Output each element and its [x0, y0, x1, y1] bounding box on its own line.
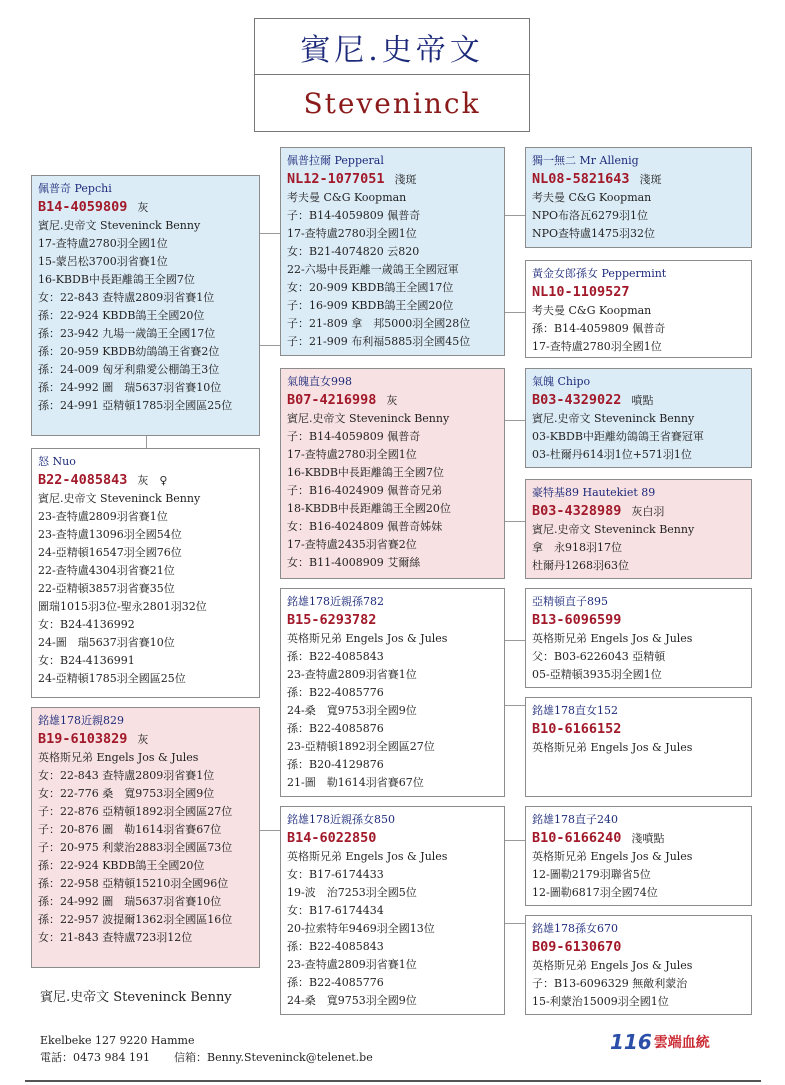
contact-line	[40, 1049, 373, 1066]
detail-line: 英格斯兄弟 Engels Jos & Jules	[532, 850, 693, 863]
detail-line: 女：B17-6174434	[287, 904, 384, 917]
detail-line: 女：20-909 KBDB鴿王全國17位	[287, 281, 454, 294]
detail-line: 孫：B22-4085776	[287, 976, 384, 989]
color-sex: 灰 ♀	[137, 474, 168, 487]
pigeon-name: 銘雄178近親829	[38, 714, 124, 727]
pigeon-name: 銘雄178近親孫782	[287, 595, 384, 608]
detail-line: 英格斯兄弟 Engels Jos & Jules	[38, 751, 199, 764]
ring-number: B03-4329022	[532, 392, 622, 408]
detail-line: NPO查特盧1475羽32位	[532, 227, 656, 240]
detail-line: 賓尼.史帝文 Steveninck Benny	[287, 412, 450, 425]
pigeon-name: 銘雄178近親孫女850	[287, 813, 395, 826]
detail-line: 子：22-876 亞精頓1892羽全國區27位	[38, 805, 233, 818]
address-line: Ekelbeke 127 9220 Hamme	[40, 1034, 195, 1047]
connector-line	[505, 840, 525, 841]
detail-line: 英格斯兄弟 Engels Jos & Jules	[287, 632, 448, 645]
detail-line: 賓尼.史帝文 Steveninck Benny	[532, 412, 695, 425]
ring-number: B14-6022850	[287, 830, 377, 846]
pigeon-card-mate-grandsire-2	[525, 806, 752, 906]
detail-line: 24-亞精頓16547羽全國76位	[38, 546, 182, 559]
detail-line: 21-圖 勒1614羽省賽67位	[287, 776, 424, 789]
contact-block	[40, 1032, 373, 1066]
detail-line: 23-查特盧2809羽省賽1位	[287, 958, 417, 971]
detail-line: 23-亞精頓1892羽全國區27位	[287, 740, 435, 753]
ring-number-row	[532, 283, 745, 302]
connector-line	[505, 521, 525, 522]
detail-line: 12-圖勒6817羽全國74位	[532, 886, 658, 899]
detail-line: 孫：24-991 亞精頓1785羽全國區25位	[38, 399, 233, 412]
ring-number-row	[287, 829, 498, 848]
detail-line: 賓尼.史帝文 Steveninck Benny	[532, 523, 695, 536]
ring-number: B14-4059809	[38, 199, 128, 215]
detail-line: 23-查特盧2809羽省賽1位	[287, 668, 417, 681]
phone-text: 電話：0473 984 191	[40, 1051, 150, 1064]
detail-line: 孫：22-958 亞精頓15210羽全國96位	[38, 877, 229, 890]
detail-line: 23-查特盧2809羽省賽1位	[38, 510, 168, 523]
detail-line: 女：22-776 桑 寬9753羽全國9位	[38, 787, 215, 800]
detail-line: 24-圖 瑞5637羽省賽10位	[38, 636, 175, 649]
ring-number-row	[38, 471, 253, 490]
detail-line: 女：B11-4008909 艾爾絲	[287, 556, 421, 569]
pigeon-name: 黃金女郎孫女 Peppermint	[532, 267, 667, 280]
detail-line: 女：22-843 查特盧2809羽省賽1位	[38, 291, 215, 304]
detail-line: 女：21-843 查特盧723羽12位	[38, 931, 193, 944]
detail-line: 05-亞精頓3935羽全國1位	[532, 668, 662, 681]
detail-line: 24-桑 寬9753羽全國9位	[287, 994, 417, 1007]
ring-number: B10-6166240	[532, 830, 622, 846]
detail-line: 考夫曼 C&G Koopman	[532, 304, 652, 317]
pigeon-name: 銘雄178孫女670	[532, 922, 618, 935]
detail-line: 20-拉索特年9469羽全國13位	[287, 922, 435, 935]
connector-line	[260, 345, 280, 346]
detail-line: 拿 永918羽17位	[532, 541, 622, 554]
color-sex: 淺噴點	[631, 832, 665, 845]
detail-line: 16-KBDB中長距離鴿王全國7位	[287, 466, 444, 479]
detail-line: 賓尼.史帝文 Steveninck Benny	[38, 492, 201, 505]
detail-line: 女：B16-4024809 佩普奇姊妹	[287, 520, 443, 533]
detail-line: 15-利蒙治15009羽全國1位	[532, 995, 669, 1008]
pigeon-card-grandsire-maternal	[525, 368, 752, 468]
detail-line: 17-查特盧2435羽省賽2位	[287, 538, 417, 551]
breeder-name: 賓尼.史帝文 Steveninck Benny	[40, 990, 232, 1005]
pigeon-card-mate-granddam-1	[525, 697, 752, 797]
detail-line: 子：21-809 拿 邦5000羽全國28位	[287, 317, 471, 330]
ring-number: B09-6130670	[532, 939, 622, 955]
detail-line: 英格斯兄弟 Engels Jos & Jules	[287, 850, 448, 863]
color-sex: 噴點	[631, 394, 654, 407]
pigeon-card-mate-nuo	[31, 448, 260, 698]
detail-line: 孫：20-959 KBDB幼鴿鴿王省賽2位	[38, 345, 220, 358]
detail-line: 孫：B20-4129876	[287, 758, 384, 771]
color-sex: 灰	[137, 201, 149, 214]
detail-line: 英格斯兄弟 Engels Jos & Jules	[532, 741, 693, 754]
detail-line: 孫：B22-4085776	[287, 686, 384, 699]
pigeon-card-subject	[31, 175, 260, 436]
ring-number: B13-6096599	[532, 612, 622, 628]
pigeon-name: 銘雄178直女152	[532, 704, 618, 717]
detail-line: 子：B14-4059809 佩普奇	[287, 209, 421, 222]
detail-line: 17-查特盧2780羽全國1位	[287, 227, 417, 240]
connector-line	[505, 215, 525, 216]
ring-number: B19-6103829	[38, 731, 128, 747]
color-sex: 淺斑	[639, 173, 662, 186]
ring-number: NL08-5821643	[532, 171, 630, 187]
ring-number: NL10-1109527	[532, 284, 630, 300]
pigeon-card-mate-granddam-2	[525, 915, 752, 1015]
ring-number-row	[532, 170, 745, 189]
detail-line: 孫：24-009 匈牙利鼎愛公棚鴿王3位	[38, 363, 220, 376]
detail-line: 子：21-909 布利福5885羽全國45位	[287, 335, 471, 348]
pigeon-card-granddam-paternal	[525, 260, 752, 358]
detail-line: 孫：22-957 波提爾1362羽全國區16位	[38, 913, 233, 926]
detail-line: 女：22-843 查特盧2809羽省賽1位	[38, 769, 215, 782]
detail-line: 孫：B22-4085876	[287, 722, 384, 735]
pigeon-card-dam	[280, 368, 505, 579]
ring-number-row	[532, 829, 745, 848]
ring-number: NL12-1077051	[287, 171, 385, 187]
detail-line: 女：B17-6174433	[287, 868, 384, 881]
pigeon-name: 佩普拉爾 Pepperal	[287, 154, 384, 167]
detail-line: 孫：22-924 KBDB鴿王全國20位	[38, 309, 205, 322]
pigeon-card-mate-grandsire-1	[525, 588, 752, 688]
logo-number: 116	[610, 1030, 652, 1054]
detail-line: 孫：B14-4059809 佩普奇	[532, 322, 666, 335]
title-chinese: 賓尼.史帝文	[255, 19, 529, 75]
pigeon-card-mate-829	[31, 707, 260, 968]
email-text: 信箱：Benny.Steveninck@telenet.be	[173, 1051, 373, 1064]
connector-line	[260, 233, 280, 234]
pigeon-name: 亞精頓直子895	[532, 595, 608, 608]
ring-number-row	[532, 502, 745, 521]
detail-line: 子：B16-4024909 佩普奇兄弟	[287, 484, 443, 497]
detail-line: 子：20-876 圖 勒1614羽省賽67位	[38, 823, 222, 836]
color-sex: 灰	[137, 733, 149, 746]
detail-line: 女：B21-4074820 云820	[287, 245, 420, 258]
detail-line: 考夫曼 C&G Koopman	[287, 191, 407, 204]
detail-line: 孫：23-942 九場一歲鴿王全國17位	[38, 327, 216, 340]
color-sex: 灰	[386, 394, 398, 407]
detail-line: 19-波 治7253羽全國5位	[287, 886, 417, 899]
color-sex: 灰白羽	[631, 505, 665, 518]
pedigree-title-box	[254, 18, 530, 132]
ring-number-row	[287, 611, 498, 630]
pigeon-name: 怒 Nuo	[38, 455, 76, 468]
pigeon-name: 氣魄直女998	[287, 375, 352, 388]
title-english: Steveninck	[303, 86, 481, 120]
connector-line	[505, 312, 525, 313]
detail-line: 圖瑞1015羽3位-聖永2801羽32位	[38, 600, 207, 613]
connector-line	[505, 705, 525, 706]
detail-line: 孫：24-992 圖 瑞5637羽省賽10位	[38, 381, 222, 394]
ring-number: B22-4085843	[38, 472, 128, 488]
connector-line	[505, 923, 525, 924]
pigeon-card-granddam-maternal	[525, 479, 752, 579]
detail-line: 子：B13-6096329 無敵利蒙治	[532, 977, 688, 990]
detail-line: 17-查特盧2780羽全國1位	[38, 237, 168, 250]
ring-number: B07-4216998	[287, 392, 377, 408]
connector-line	[505, 420, 525, 421]
detail-line: 孫：B22-4085843	[287, 940, 384, 953]
detail-line: 女：B24-4136991	[38, 654, 135, 667]
ring-number: B15-6293782	[287, 612, 377, 628]
pigeon-name: 獨一無二 Mr Allenig	[532, 154, 639, 167]
bottom-divider	[25, 1080, 761, 1082]
detail-line: 22-亞精頓3857羽省賽35位	[38, 582, 175, 595]
ring-number: B10-6166152	[532, 721, 622, 737]
detail-line: 03-KBDB中距離幼鴿鴿王省賽冠軍	[532, 430, 704, 443]
detail-line: 22-六場中長距離一歲鴿王全國冠軍	[287, 263, 459, 276]
pigeon-card-sire	[280, 147, 505, 356]
detail-line: 英格斯兄弟 Engels Jos & Jules	[532, 632, 693, 645]
detail-line: 英格斯兄弟 Engels Jos & Jules	[532, 959, 693, 972]
ring-number-row	[287, 391, 498, 410]
detail-line: 03-杜爾丹614羽1位+571羽1位	[532, 448, 692, 461]
detail-line: 子：16-909 KBDB鴿王全國20位	[287, 299, 454, 312]
pigeon-name: 豪特基89 Hautekiet 89	[532, 486, 656, 499]
logo-text: 雲端血統	[653, 1035, 710, 1051]
detail-line: 子：20-975 利蒙治2883羽全國區73位	[38, 841, 233, 854]
detail-line: 孫：24-992 圖 瑞5637羽省賽10位	[38, 895, 222, 908]
pigeon-card-grandsire-paternal	[525, 147, 752, 248]
detail-line: 17-查特盧2780羽全國1位	[287, 448, 417, 461]
pigeon-name: 佩普奇 Pepchi	[38, 182, 112, 195]
detail-line: 考夫曼 C&G Koopman	[532, 191, 652, 204]
color-sex: 淺斑	[394, 173, 417, 186]
ring-number-row	[532, 391, 745, 410]
ring-number-row	[532, 938, 745, 957]
detail-line: 15-蒙呂松3700羽省賽1位	[38, 255, 168, 268]
detail-line: 24-桑 寬9753羽全國9位	[287, 704, 417, 717]
pigeon-name: 銘雄178直子240	[532, 813, 618, 826]
detail-line: 16-KBDB中長距離鴿王全國7位	[38, 273, 195, 286]
detail-line: 22-查特盧4304羽省賽21位	[38, 564, 175, 577]
detail-line: 23-查特盧13096羽全國54位	[38, 528, 182, 541]
detail-line: 18-KBDB中長距離鴿王全國20位	[287, 502, 451, 515]
detail-line: 17-查特盧2780羽全國1位	[532, 340, 662, 353]
detail-line: 12-圖勒2179羽聯省5位	[532, 868, 651, 881]
detail-line: 孫：B22-4085843	[287, 650, 384, 663]
connector-line	[505, 640, 525, 641]
detail-line: 孫：22-924 KBDB鴿王全國20位	[38, 859, 205, 872]
detail-line: 父：B03-6226043 亞精頓	[532, 650, 666, 663]
detail-line: NPO布洛瓦6279羽1位	[532, 209, 649, 222]
detail-line: 賓尼.史帝文 Steveninck Benny	[38, 219, 201, 232]
ring-number-row	[38, 730, 253, 749]
detail-line: 子：B14-4059809 佩普奇	[287, 430, 421, 443]
connector-line	[146, 436, 147, 448]
ring-number: B03-4328989	[532, 503, 622, 519]
detail-line: 女：B24-4136992	[38, 618, 135, 631]
ring-number-row	[38, 198, 253, 217]
ring-number-row	[532, 611, 745, 630]
cloud-pedigree-logo	[610, 1030, 710, 1054]
detail-line: 杜爾丹1268羽63位	[532, 559, 629, 572]
ring-number-row	[532, 720, 745, 739]
pigeon-card-mate-850	[280, 806, 505, 1015]
pigeon-name: 氣魄 Chipo	[532, 375, 591, 388]
connector-line	[260, 830, 280, 831]
ring-number-row	[287, 170, 498, 189]
pigeon-card-mate-782	[280, 588, 505, 797]
detail-line: 24-亞精頓1785羽全國區25位	[38, 672, 186, 685]
